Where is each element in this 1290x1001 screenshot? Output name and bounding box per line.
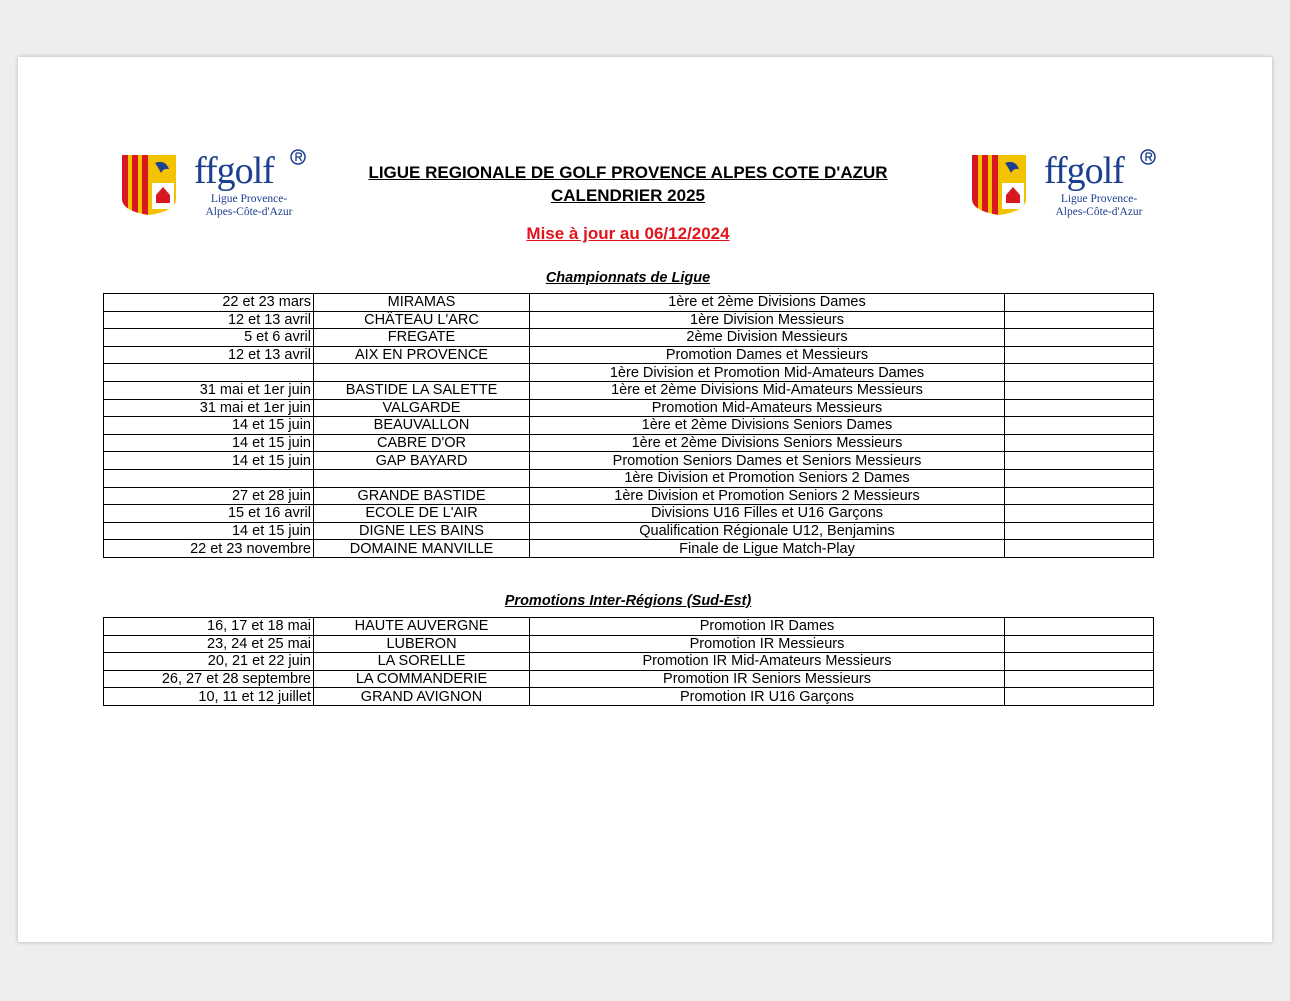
table-row bbox=[104, 522, 1154, 540]
document-title: LIGUE REGIONALE DE GOLF PROVENCE ALPES COTE D'AZUR bbox=[368, 163, 888, 182]
row-empty-cell bbox=[1005, 653, 1154, 671]
row-date: 5 et 6 avril bbox=[104, 329, 314, 347]
row-empty-cell bbox=[1005, 399, 1154, 417]
ligue-subtitle-line1: Ligue Provence- bbox=[1060, 193, 1138, 205]
row-empty-cell bbox=[1005, 329, 1154, 347]
table-row bbox=[104, 653, 1154, 671]
row-event: Promotion IR Dames bbox=[530, 618, 1005, 636]
row-event: 1ère Division et Promotion Mid-Amateurs Dames bbox=[530, 364, 1005, 382]
row-event: 2ème Division Messieurs bbox=[530, 329, 1005, 347]
table-row bbox=[104, 618, 1154, 636]
table-row bbox=[104, 540, 1154, 558]
update-note: Mise à jour au 06/12/2024 bbox=[526, 224, 730, 243]
row-club: VALGARDE bbox=[314, 399, 530, 417]
row-event: Divisions U16 Filles et U16 Garçons bbox=[530, 505, 1005, 523]
row-club: GRAND AVIGNON bbox=[314, 688, 530, 706]
table-row bbox=[104, 381, 1154, 399]
row-club: DIGNE LES BAINS bbox=[314, 522, 530, 540]
row-club: LA COMMANDERIE bbox=[314, 670, 530, 688]
row-club bbox=[314, 364, 530, 382]
row-date bbox=[104, 469, 314, 487]
table-row bbox=[104, 452, 1154, 470]
document-page bbox=[18, 57, 1272, 942]
row-empty-cell bbox=[1005, 346, 1154, 364]
row-date: 10, 11 et 12 juillet bbox=[104, 688, 314, 706]
document-subtitle: CALENDRIER 2025 bbox=[551, 186, 705, 205]
row-event: 1ère Division et Promotion Seniors 2 Dames bbox=[530, 469, 1005, 487]
table-row bbox=[104, 469, 1154, 487]
row-club: DOMAINE MANVILLE bbox=[314, 540, 530, 558]
row-empty-cell bbox=[1005, 294, 1154, 312]
row-date: 14 et 15 juin bbox=[104, 522, 314, 540]
ligue-subtitle-line2: Alpes-Côte-d'Azur bbox=[205, 206, 293, 218]
promotions-table bbox=[103, 617, 1154, 706]
row-event: 1ère et 2ème Divisions Mid-Amateurs Messieurs bbox=[530, 381, 1005, 399]
row-date: 12 et 13 avril bbox=[104, 346, 314, 364]
row-event: 1ère et 2ème Divisions Dames bbox=[530, 294, 1005, 312]
row-empty-cell bbox=[1005, 505, 1154, 523]
row-event: Finale de Ligue Match-Play bbox=[530, 540, 1005, 558]
row-event: 1ère et 2ème Divisions Seniors Dames bbox=[530, 417, 1005, 435]
row-date: 12 et 13 avril bbox=[104, 311, 314, 329]
row-date: 31 mai et 1er juin bbox=[104, 381, 314, 399]
row-empty-cell bbox=[1005, 618, 1154, 636]
row-empty-cell bbox=[1005, 469, 1154, 487]
row-event: Promotion IR Seniors Messieurs bbox=[530, 670, 1005, 688]
table-row bbox=[104, 505, 1154, 523]
row-event: 1ère Division Messieurs bbox=[530, 311, 1005, 329]
row-empty-cell bbox=[1005, 434, 1154, 452]
row-event: Promotion Mid-Amateurs Messieurs bbox=[530, 399, 1005, 417]
row-empty-cell bbox=[1005, 452, 1154, 470]
row-event: Qualification Régionale U12, Benjamins bbox=[530, 522, 1005, 540]
row-club: GAP BAYARD bbox=[314, 452, 530, 470]
row-club: CABRE D'OR bbox=[314, 434, 530, 452]
row-date: 15 et 16 avril bbox=[104, 505, 314, 523]
row-club: GRANDE BASTIDE bbox=[314, 487, 530, 505]
row-club: BEAUVALLON bbox=[314, 417, 530, 435]
table-row bbox=[104, 329, 1154, 347]
row-date: 14 et 15 juin bbox=[104, 434, 314, 452]
row-date: 27 et 28 juin bbox=[104, 487, 314, 505]
row-empty-cell bbox=[1005, 688, 1154, 706]
table-row bbox=[104, 688, 1154, 706]
row-date: 20, 21 et 22 juin bbox=[104, 653, 314, 671]
section-title-promotions: Promotions Inter-Régions (Sud-Est) bbox=[504, 593, 752, 609]
table-row bbox=[104, 417, 1154, 435]
row-club: MIRAMAS bbox=[314, 294, 530, 312]
ligue-subtitle-line1: Ligue Provence- bbox=[210, 193, 288, 205]
row-event: 1ère Division et Promotion Seniors 2 Messieurs bbox=[530, 487, 1005, 505]
row-date: 23, 24 et 25 mai bbox=[104, 635, 314, 653]
row-empty-cell bbox=[1005, 381, 1154, 399]
ligue-subtitle-line2: Alpes-Côte-d'Azur bbox=[1055, 206, 1143, 218]
row-empty-cell bbox=[1005, 540, 1154, 558]
championnats-table bbox=[103, 293, 1154, 558]
table-row bbox=[104, 635, 1154, 653]
row-club: AIX EN PROVENCE bbox=[314, 346, 530, 364]
table-row bbox=[104, 311, 1154, 329]
table-row bbox=[104, 434, 1154, 452]
row-empty-cell bbox=[1005, 635, 1154, 653]
row-club: FREGATE bbox=[314, 329, 530, 347]
row-club: BASTIDE LA SALETTE bbox=[314, 381, 530, 399]
row-event: Promotion IR Mid-Amateurs Messieurs bbox=[530, 653, 1005, 671]
table-row bbox=[104, 399, 1154, 417]
row-date bbox=[104, 364, 314, 382]
row-club: LA SORELLE bbox=[314, 653, 530, 671]
row-event: Promotion IR Messieurs bbox=[530, 635, 1005, 653]
row-empty-cell bbox=[1005, 417, 1154, 435]
row-date: 26, 27 et 28 septembre bbox=[104, 670, 314, 688]
ffgolf-wordmark: ffgolf bbox=[194, 150, 274, 192]
row-empty-cell bbox=[1005, 487, 1154, 505]
row-date: 14 et 15 juin bbox=[104, 417, 314, 435]
table-row bbox=[104, 346, 1154, 364]
row-club bbox=[314, 469, 530, 487]
row-date: 22 et 23 mars bbox=[104, 294, 314, 312]
row-empty-cell bbox=[1005, 522, 1154, 540]
row-date: 16, 17 et 18 mai bbox=[104, 618, 314, 636]
row-date: 31 mai et 1er juin bbox=[104, 399, 314, 417]
row-event: 1ère et 2ème Divisions Seniors Messieurs bbox=[530, 434, 1005, 452]
ffgolf-wordmark: ffgolf bbox=[1044, 150, 1124, 192]
row-event: Promotion Seniors Dames et Seniors Messieurs bbox=[530, 452, 1005, 470]
table-row bbox=[104, 487, 1154, 505]
row-date: 22 et 23 novembre bbox=[104, 540, 314, 558]
row-empty-cell bbox=[1005, 311, 1154, 329]
row-club: CHÂTEAU L'ARC bbox=[314, 311, 530, 329]
section-title-championnats: Championnats de Ligue bbox=[545, 270, 711, 286]
row-club: HAUTE AUVERGNE bbox=[314, 618, 530, 636]
row-event: Promotion IR U16 Garçons bbox=[530, 688, 1005, 706]
row-empty-cell bbox=[1005, 670, 1154, 688]
row-empty-cell bbox=[1005, 364, 1154, 382]
table-row bbox=[104, 364, 1154, 382]
row-club: LUBERON bbox=[314, 635, 530, 653]
table-row bbox=[104, 294, 1154, 312]
row-club: ECOLE DE L'AIR bbox=[314, 505, 530, 523]
row-event: Promotion Dames et Messieurs bbox=[530, 346, 1005, 364]
table-row bbox=[104, 670, 1154, 688]
row-date: 14 et 15 juin bbox=[104, 452, 314, 470]
